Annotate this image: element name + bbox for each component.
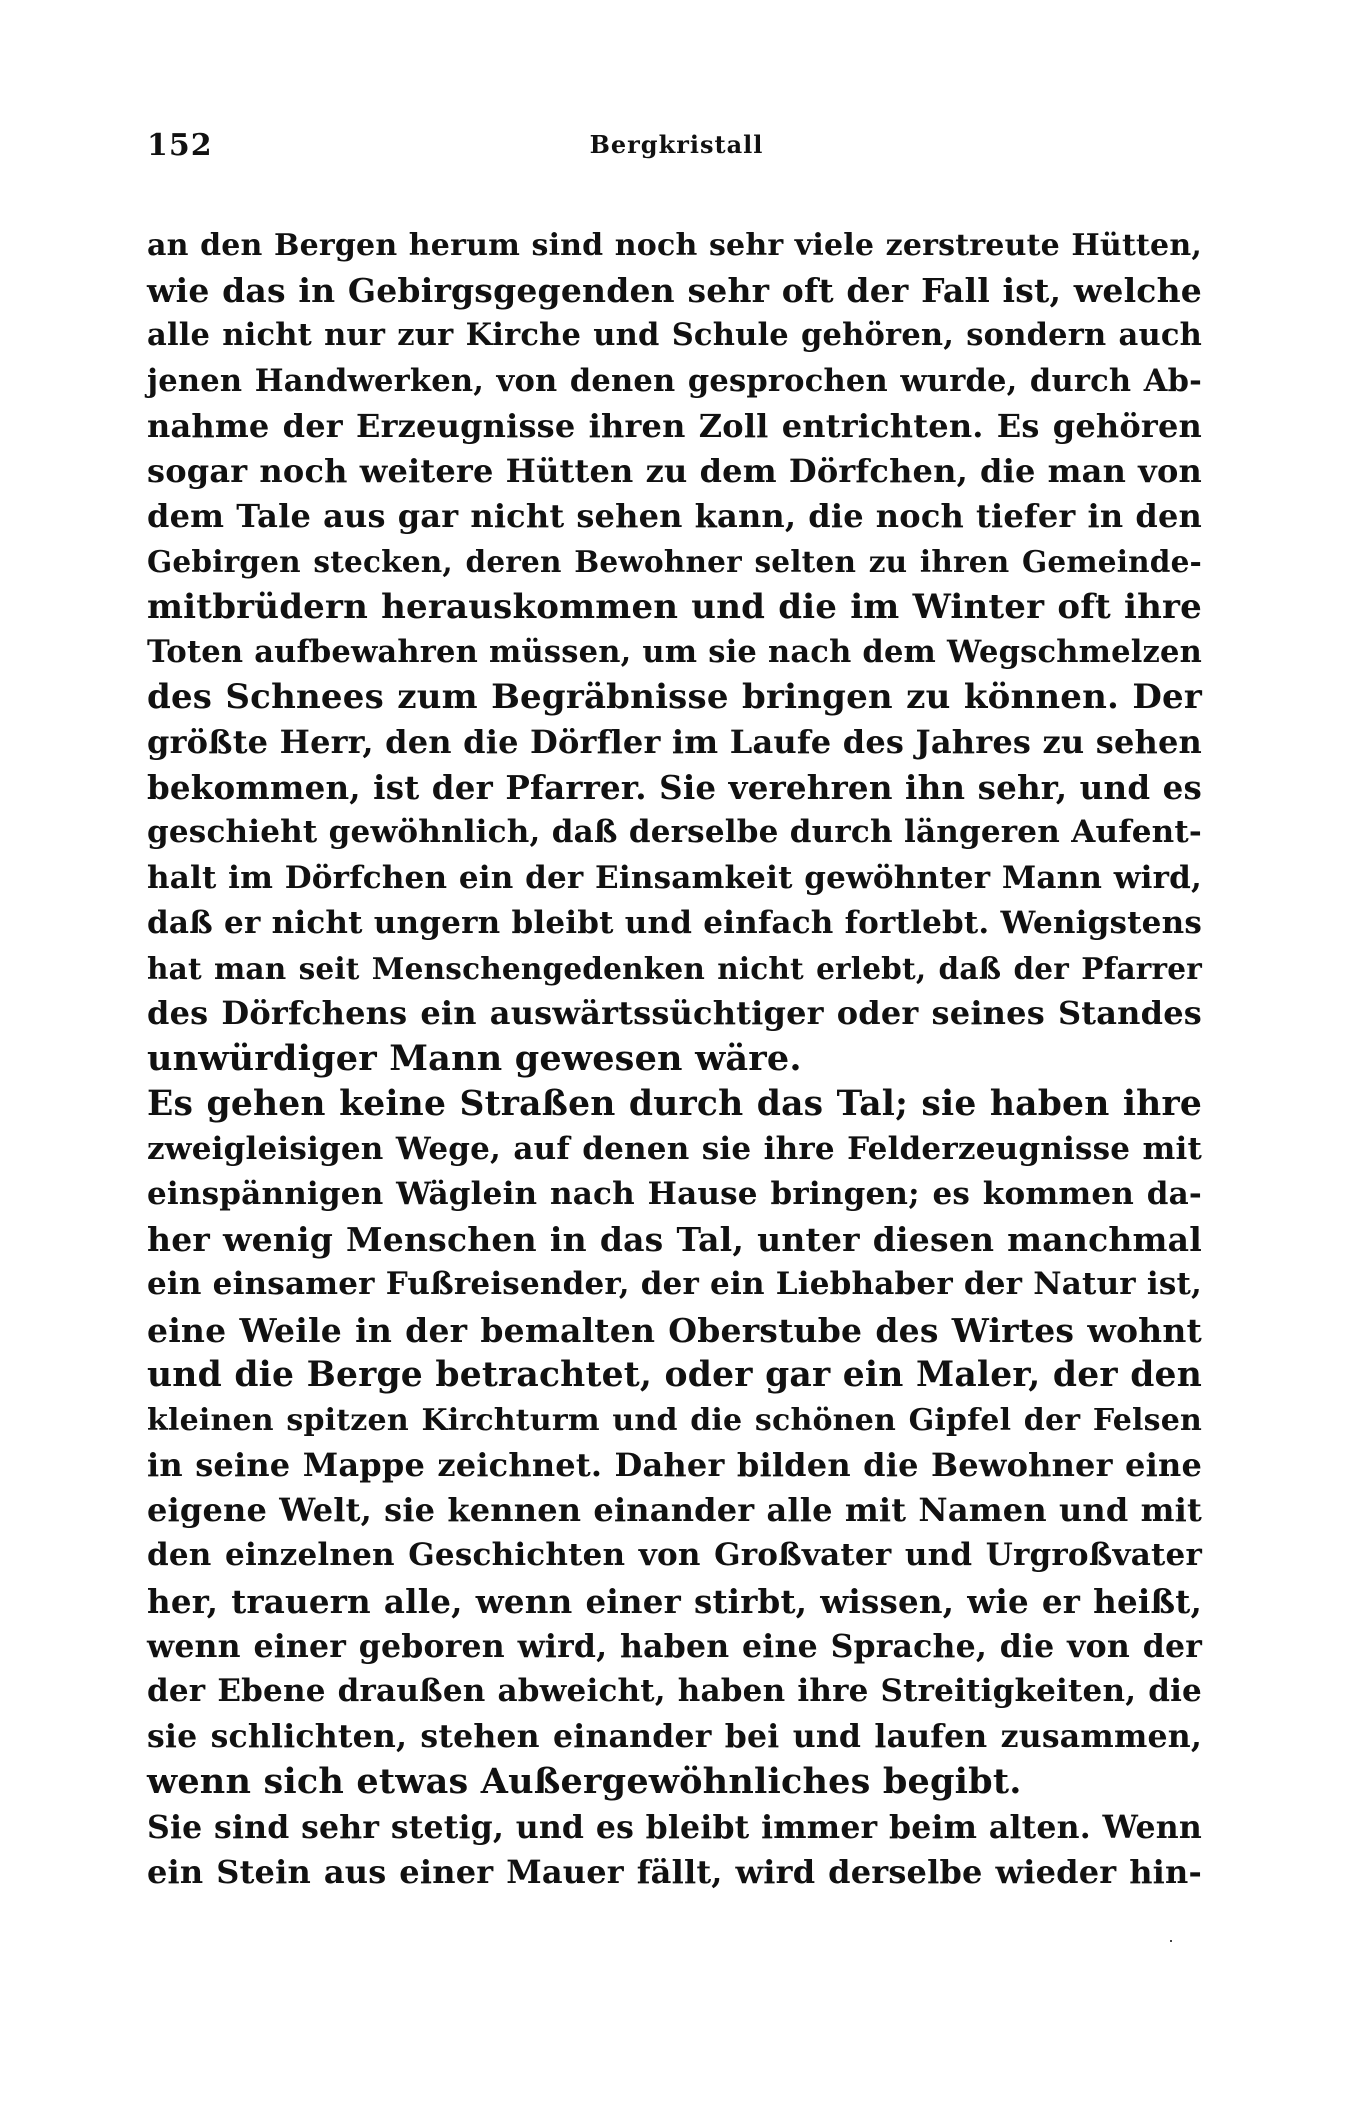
text-line: größte Herr, den die Dörfler im Laufe des Jahres zu sehen: [147, 723, 1202, 762]
text-line: des Dörfchens ein auswärtssüchtiger oder seines Standes: [147, 994, 1202, 1033]
text-line: halt im Dörfchen ein der Einsamkeit gewöhnter Mann wird,: [147, 859, 1202, 896]
text-line: Gebirgen stecken, deren Bewohner selten zu ihren Gemeinde-: [147, 544, 1202, 580]
text-line: kleinen spitzen Kirchturm und die schönen Gipfel der Felsen: [147, 1402, 1202, 1438]
text-line: Es gehen keine Straßen durch das Tal; sie haben ihre: [147, 1083, 1202, 1124]
text-line: dem Tale aus gar nicht sehen kann, die noch tiefer in den: [147, 497, 1202, 536]
text-line: bekommen, ist der Pfarrer. Sie verehren ihn sehr, und es: [147, 768, 1202, 808]
text-line: zweigleisigen Wege, auf denen sie ihre Felderzeugnisse mit: [147, 1130, 1202, 1167]
page-number: 152: [147, 128, 213, 163]
text-line: ein einsamer Fußreisender, der ein Liebhaber der Natur ist,: [147, 1266, 1202, 1303]
text-line: jenen Handwerken, von denen gesprochen wurde, durch Ab-: [147, 362, 1202, 399]
text-line: des Schnees zum Begräbnisse bringen zu können. Der: [147, 676, 1202, 717]
text-line: nahme der Erzeugnisse ihren Zoll entrichten. Es gehören: [147, 406, 1202, 445]
text-line: her wenig Menschen in das Tal, unter diesen manchmal: [147, 1220, 1202, 1260]
text-line: in seine Mappe zeichnet. Daher bilden die Bewohner eine: [147, 1446, 1202, 1485]
text-line: der Ebene draußen abweicht, haben ihre Streitigkeiten, die: [147, 1673, 1202, 1709]
text-line: und die Berge betrachtet, oder gar ein Maler, der den: [147, 1354, 1202, 1395]
text-line: Sie sind sehr stetig, und es bleibt immer beim alten. Wenn: [147, 1808, 1202, 1846]
text-line: alle nicht nur zur Kirche und Schule gehören, sondern auch: [147, 317, 1202, 354]
text-line-paragraph-end: wenn sich etwas Außergewöhnliches begibt.: [147, 1761, 1022, 1803]
body-text: [147, 223, 1202, 1895]
text-line: den einzelnen Geschichten von Großvater und Urgroßvater: [147, 1537, 1202, 1574]
print-speck: [1170, 1940, 1172, 1942]
text-line: ein Stein aus einer Mauer fällt, wird derselbe wieder hin-: [147, 1852, 1202, 1891]
text-line: hat man seit Menschengedenken nicht erlebt, daß der Pfarrer: [147, 951, 1202, 986]
text-line: einspännigen Wäglein nach Hause bringen; es kommen da-: [147, 1175, 1202, 1212]
text-line: Toten aufbewahren müssen, um sie nach dem Wegschmelzen: [147, 633, 1202, 670]
text-line: sogar noch weitere Hütten zu dem Dörfchen, die man von: [147, 451, 1202, 490]
text-line: wie das in Gebirgsgegenden sehr oft der Fall ist, welche: [147, 271, 1202, 311]
text-line: mitbrüdern herauskommen und die im Winter oft ihre: [147, 586, 1202, 627]
text-line: sie schlichten, stehen einander bei und laufen zusammen,: [147, 1718, 1202, 1756]
text-line-paragraph-end: unwürdiger Mann gewesen wäre.: [147, 1038, 802, 1080]
text-line: eigene Welt, sie kennen einander alle mit Namen und mit: [147, 1491, 1202, 1530]
text-line: wenn einer geboren wird, haben eine Sprache, die von der: [147, 1627, 1202, 1665]
text-line: eine Weile in der bemalten Oberstube des Wirtes wohnt: [147, 1310, 1202, 1350]
running-head: Bergkristall: [589, 130, 764, 159]
text-line: an den Bergen herum sind noch sehr viele zerstreute Hütten,: [147, 228, 1202, 263]
text-line: her, trauern alle, wenn einer stirbt, wissen, wie er heißt,: [147, 1581, 1202, 1621]
text-line: geschieht gewöhnlich, daß derselbe durch längeren Aufent-: [147, 814, 1202, 851]
text-line: daß er nicht ungern bleibt und einfach fortlebt. Wenigstens: [147, 904, 1202, 941]
